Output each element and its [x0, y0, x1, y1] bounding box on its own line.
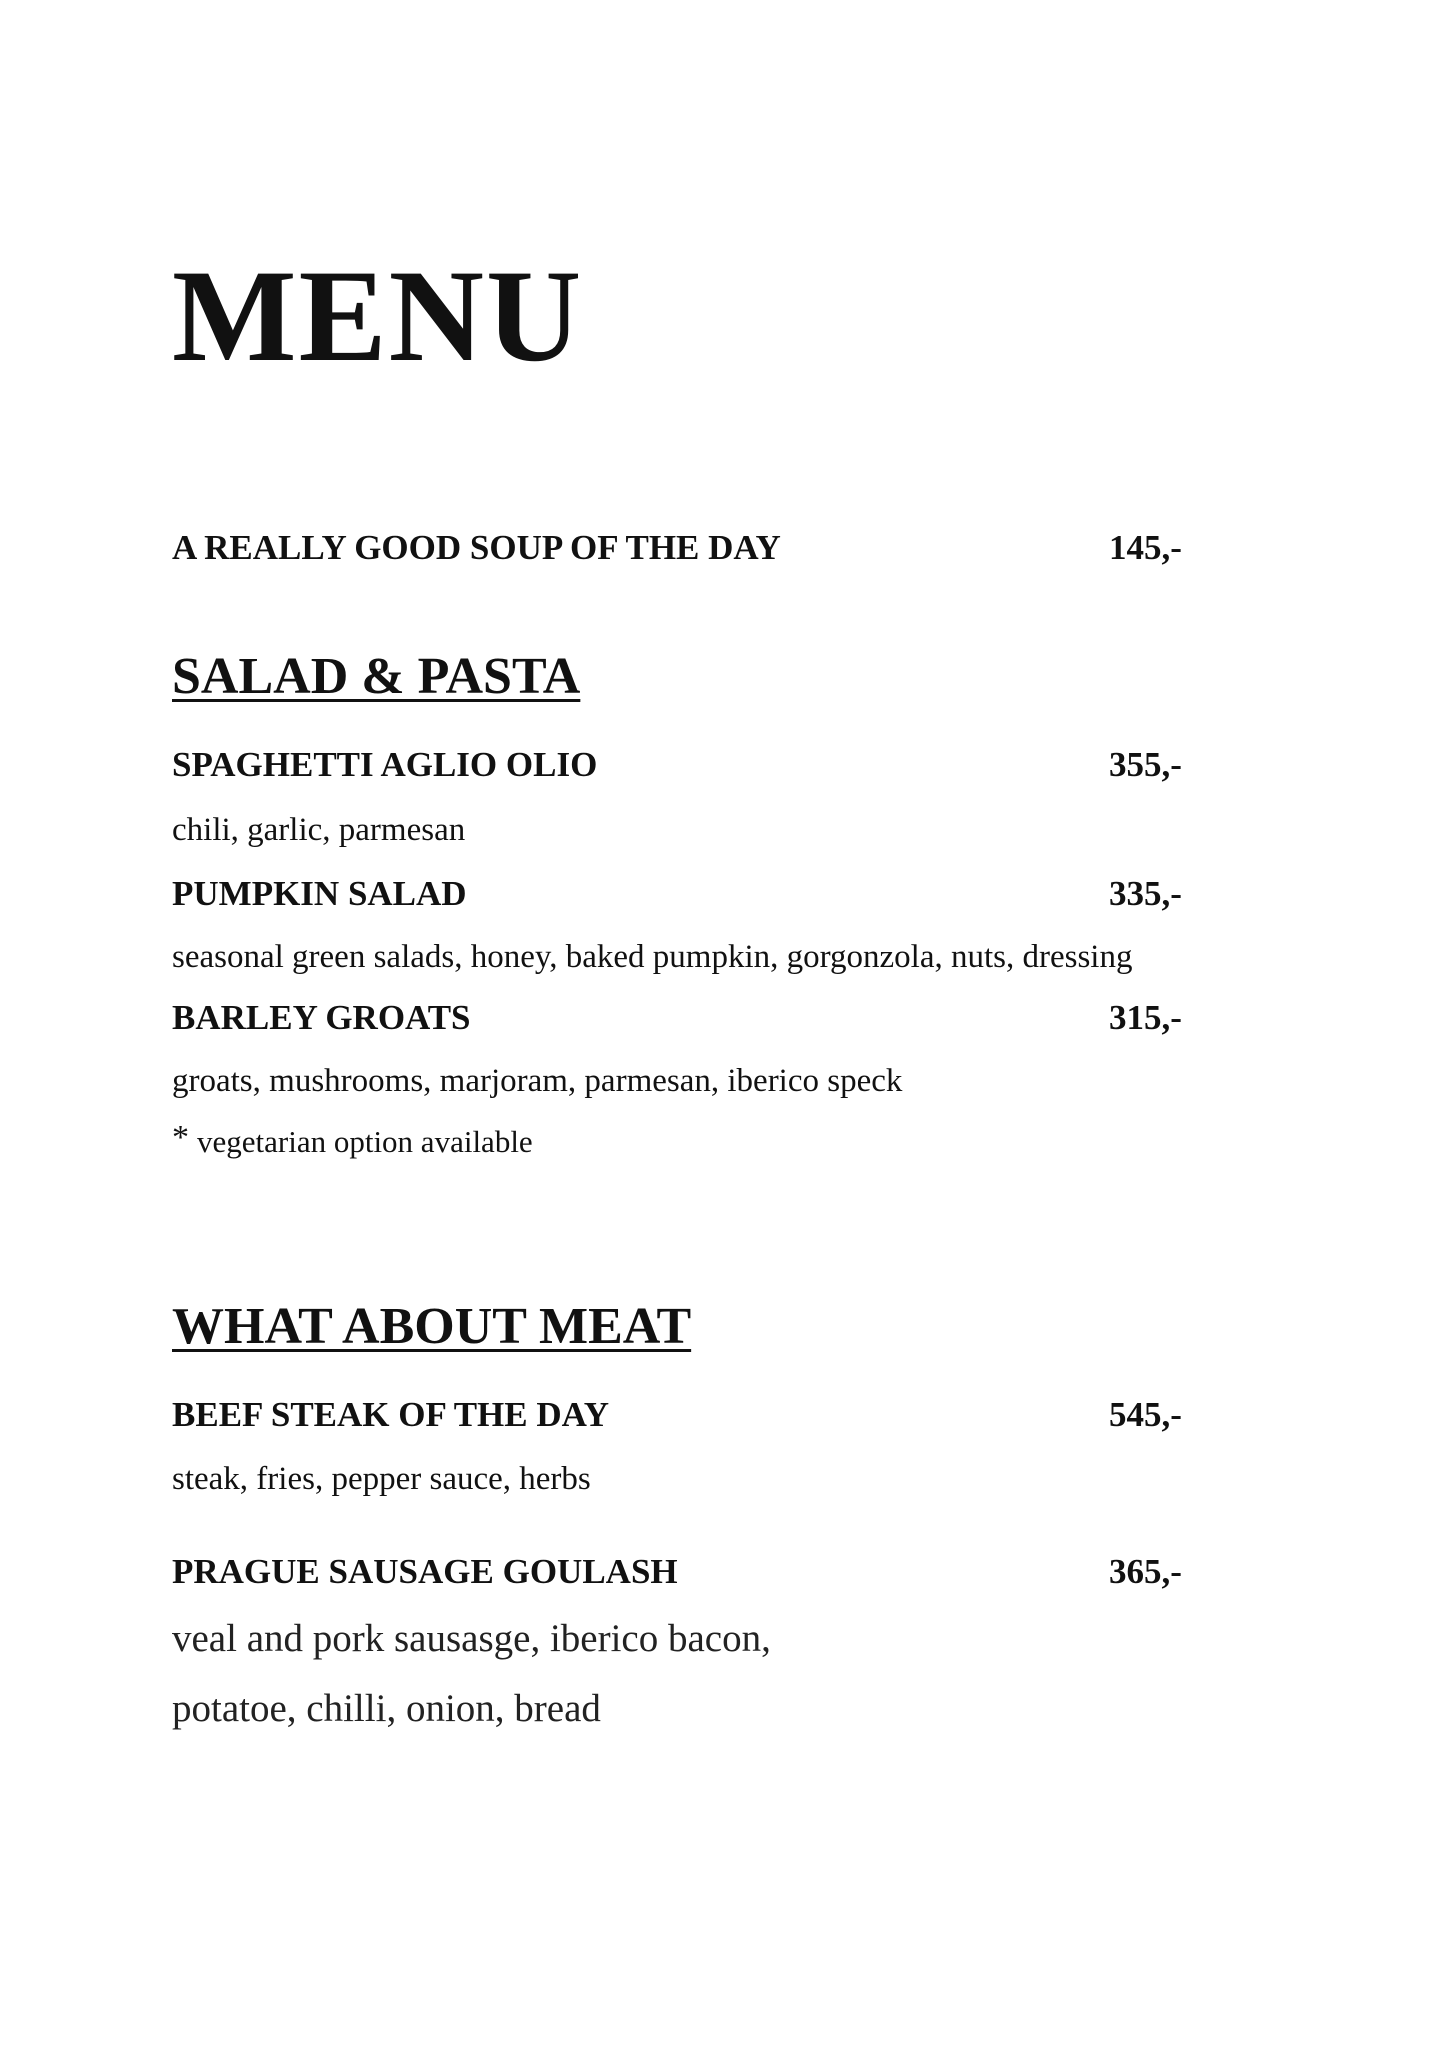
item-name: BEEF STEAK OF THE DAY	[172, 1395, 609, 1434]
section-heading-meat: WHAT ABOUT MEAT	[172, 1298, 692, 1355]
item-price: 365,-	[1109, 1552, 1182, 1591]
vegetarian-note	[172, 1119, 533, 1162]
item-description-line: veal and pork sausasge, iberico bacon,	[172, 1617, 771, 1660]
menu-item-sausage-goulash	[172, 1550, 1232, 1594]
item-description-line: potatoe, chilli, onion, bread	[172, 1687, 601, 1730]
asterisk-icon: *	[172, 1119, 189, 1156]
section-heading-salad-pasta: SALAD & PASTA	[172, 648, 581, 705]
menu-item-barley-groats	[172, 996, 1232, 1040]
note-text: vegetarian option available	[197, 1124, 533, 1159]
item-name: PUMPKIN SALAD	[172, 874, 467, 913]
item-name: SPAGHETTI AGLIO OLIO	[172, 745, 598, 784]
menu-item-soup	[172, 526, 1232, 570]
menu-item-beef-steak	[172, 1393, 1232, 1437]
page-title: MENU	[172, 242, 584, 389]
menu-item-pumpkin-salad	[172, 872, 1232, 916]
item-price: 355,-	[1109, 745, 1182, 784]
item-description: seasonal green salads, honey, baked pumpkin, gorgonzola, nuts, dressing	[172, 939, 1133, 975]
item-name: PRAGUE SAUSAGE GOULASH	[172, 1552, 678, 1591]
item-description: steak, fries, pepper sauce, herbs	[172, 1461, 591, 1497]
item-price: 335,-	[1109, 874, 1182, 913]
item-description: chili, garlic, parmesan	[172, 812, 466, 848]
item-name: BARLEY GROATS	[172, 998, 471, 1037]
item-price: 315,-	[1109, 998, 1182, 1037]
item-price: 145,-	[1109, 528, 1182, 567]
item-description: groats, mushrooms, marjoram, parmesan, iberico speck	[172, 1063, 903, 1099]
menu-item-spaghetti	[172, 743, 1232, 787]
item-price: 545,-	[1109, 1395, 1182, 1434]
item-name: A REALLY GOOD SOUP OF THE DAY	[172, 528, 781, 567]
